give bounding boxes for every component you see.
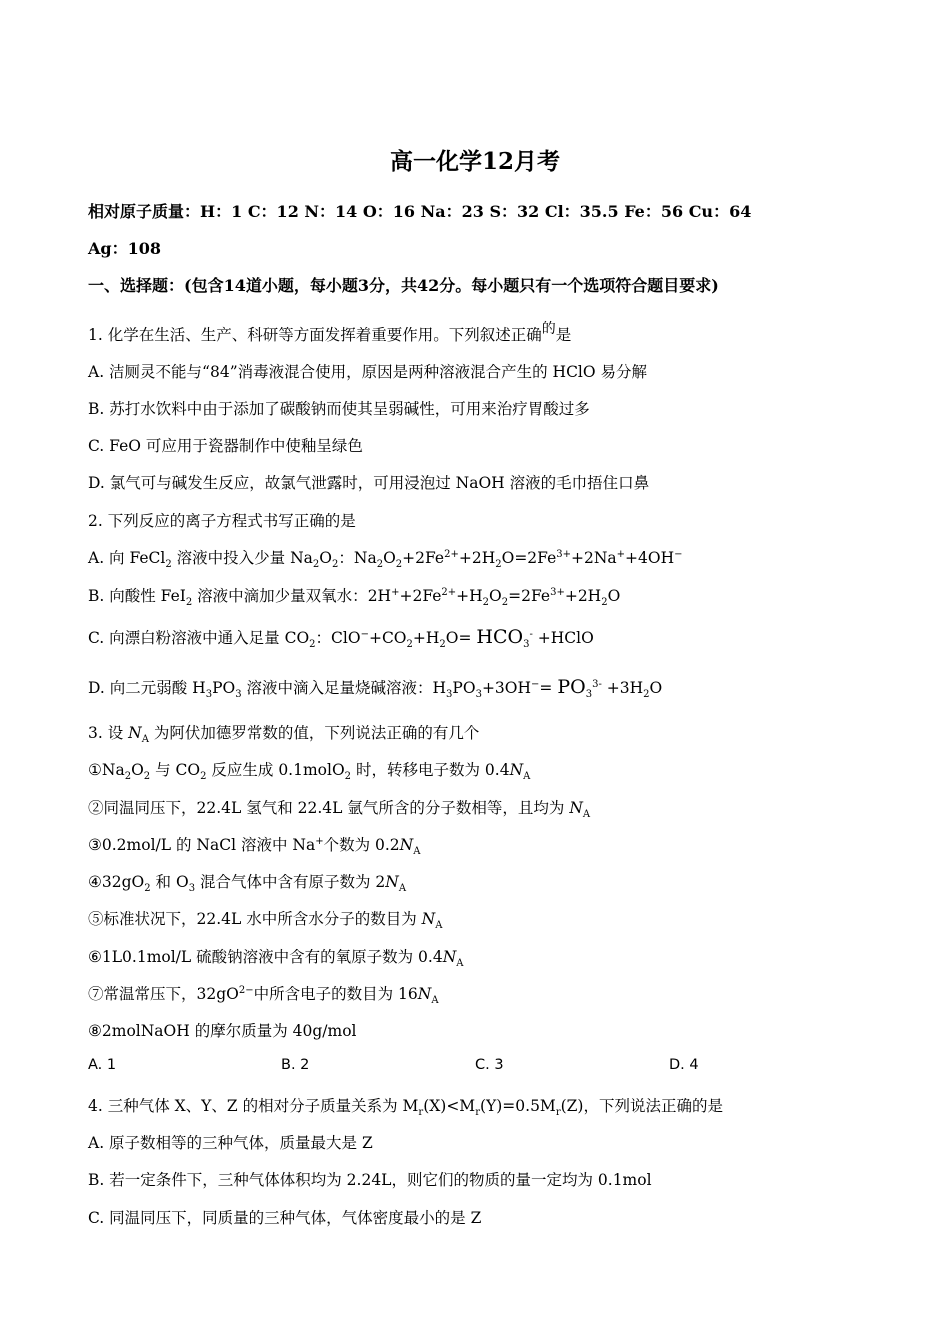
- question-3-option-a: A. 1: [88, 1057, 117, 1073]
- question-1-stem: 1. 化学在生活、生产、科研等方面发挥着重要作用。下列叙述正确的是: [88, 321, 572, 344]
- question-2-option-c: C. 向漂白粉溶液中通入足量 $CO_2$：$ClO^-+CO_2+H_2O= HCO_3^-$ +HClO: [88, 626, 594, 651]
- question-3-statement-1: $①Na_2O_2$ 与 $CO_2$ 反应生成 0.1molO$_2$ 时，转移电子数为 $0.4N_A$: [88, 761, 531, 783]
- question-2-stem: 2. 下列反应的离子方程式书写正确的是: [88, 512, 356, 530]
- question-1-option-b: B. 苏打水饮料中由于添加了碳酸钠而使其呈弱碱性，可用来治疗胃酸过多: [88, 400, 590, 418]
- question-4-option-c: C. 同温同压下，同质量的三种气体，气体密度最小的是 Z: [88, 1209, 482, 1227]
- question-3-statement-6: ⑥1L0.1mol/L 硫酸钠溶液中含有的氧原子数为 $0.4N_A$: [88, 948, 464, 970]
- question-4-option-b: B. 若一定条件下，三种气体体积均为 2.24L，则它们的物质的量一定均为 0.1mol: [88, 1171, 652, 1189]
- question-3-statement-7: ⑦常温常压下，$32gO^{2-}$中所含电子的数目为 $16N_A$: [88, 984, 439, 1007]
- question-3-stem: 3. 设 $N_A$ 为阿伏加德罗常数的值，下列说法正确的有几个: [88, 724, 480, 746]
- question-3-option-b: B. 2: [281, 1057, 310, 1073]
- question-3-option-c: C. 3: [475, 1057, 504, 1073]
- question-2-option-a: A. 向 FeCl$_2$ 溶液中投入少量 $Na_2O_2$：$Na_2O_2+2Fe^{2+}+2H_2O=2Fe^{3+}+2Na^++4OH^-$: [88, 548, 683, 571]
- question-1-option-d: D. 氯气可与碱发生反应，故氯气泄露时，可用浸泡过 NaOH 溶液的毛巾捂住口鼻: [88, 474, 650, 492]
- question-1-option-c: C. FeO 可应用于瓷器制作中使釉呈绿色: [88, 437, 363, 455]
- question-2-option-b: B. 向酸性 FeI$_2$ 溶液中滴加少量双氧水：$2H^++2Fe^{2+}+H_2O_2=2Fe^{3+}+2H_2O$: [88, 586, 621, 609]
- atomic-masses-line2: Ag：108: [88, 239, 162, 258]
- atomic-masses-line1: 相对原子质量：H：1 C：12 N：14 O：16 Na：23 S：32 Cl：35.5 Fe：56 Cu：64: [88, 202, 752, 221]
- question-2-option-d: D. 向二元弱酸 $H_3PO_3$ 溶液中滴入足量烧碱溶液：$H_3PO_3+3OH^-= PO_3^{3-} +3H_2O$: [88, 676, 663, 701]
- question-3-statement-5: ⑤标准状况下，22.4L 水中所含水分子的数目为 $N_A$: [88, 910, 443, 932]
- question-4-stem: 4. 三种气体 X、Y、Z 的相对分子质量关系为 $M_r(X)<M_r(Y)=0.5M_r(Z)$，下列说法正确的是: [88, 1097, 723, 1119]
- question-1-option-a: A. 洁厕灵不能与“84”消毒液混合使用，原因是两种溶液混合产生的 HClO 易分解: [88, 363, 648, 381]
- question-3-statement-4: $④32gO_2$ 和 $O_3$ 混合气体中含有原子数为 $2N_A$: [88, 873, 407, 895]
- page-title: 高一化学12月考: [389, 148, 560, 175]
- question-3-statement-2: ②同温同压下，22.4L 氢气和 22.4L 氩气所含的分子数相等，且均为 $N_A$: [88, 799, 591, 821]
- question-3-option-d: D. 4: [669, 1057, 699, 1073]
- section-heading: 一、选择题：(包含14道小题，每小题3分，共42分。每小题只有一个选项符合题目要求): [88, 276, 719, 295]
- question-3-statement-8: ⑧2molNaOH 的摩尔质量为 40g/mol: [88, 1022, 357, 1040]
- question-3-statement-3: ③0.2mol/L 的 NaCl 溶液中 Na+个数为 $0.2N_A$: [88, 835, 421, 858]
- question-4-option-a: A. 原子数相等的三种气体，质量最大是 Z: [88, 1134, 373, 1152]
